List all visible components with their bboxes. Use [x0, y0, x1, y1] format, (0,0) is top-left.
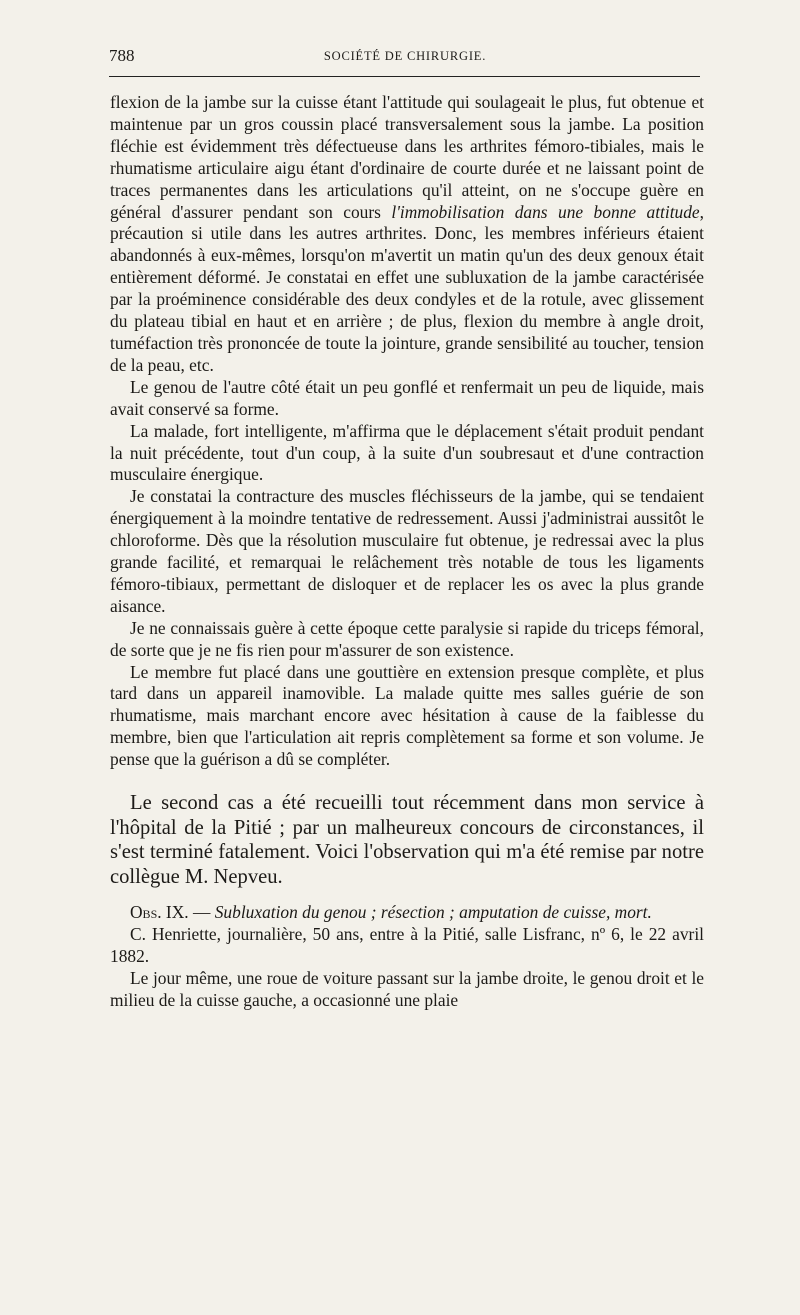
page-header — [109, 46, 701, 68]
observation-label: Obs. IX. — [130, 902, 189, 923]
paragraph-3: La malade, fort intelligente, m'affirma que le déplacement s'était produit pendant la nuit précédente, tout d'un coup, à la suite d'un soubresaut et d'une contraction musculaire énergique. — [110, 420, 704, 485]
body-text — [110, 92, 704, 1012]
paragraph-1-italic: l'immobilisation dans une bonne attitude — [391, 201, 700, 222]
paragraph-1-tail: , précaution si utile dans les autres arthrites. Donc, les membres inférieurs étaient abandonnés à eux-mêmes, lorsqu'on m'avertit un matin qu'un des deux genoux était entièrement déformé. Je constatai en effet une subluxation de la jambe caractérisée par la proéminence considérable des deux condyles et de la rotule, avec glissement du plateau tibial en haut et en arrière ; de plus, flexion du membre à angle droit, tuméfaction très prononcée de toute la jointure, grande sensibilité au toucher, tension de la peau, etc. — [110, 201, 704, 375]
paragraph-9: Le jour même, une roue de voiture passant sur la jambe droite, le genou droit et le milieu de la cuisse gauche, a occasionné une plaie — [110, 968, 704, 1011]
small-print-section — [110, 92, 704, 771]
header-rule — [109, 76, 700, 77]
paragraph-7: Le second cas a été recueilli tout récemment dans mon service à l'hôpital de la Pitié ; par un malheureux concours de circonstances, il s'est terminé fatalement. Voici l'observation qui m'a été remise par notre collègue M. Nepveu. — [110, 792, 704, 888]
paragraph-8: C. Henriette, journalière, 50 ans, entre à la Pitié, salle Lisfranc, nº 6, le 22 avril 1882. — [110, 924, 704, 967]
running-title: SOCIÉTÉ DE CHIRURGIE. — [323, 49, 487, 63]
paragraph-1-text: flexion de la jambe sur la cuisse étant l'attitude qui soulageait le plus, fut obtenue et maintenue par un gros coussin placé transversalement sous la jambe. La position fléchie est évidemment très défectueuse dans les arthrites fémoro-tibiales, mais le rhumatisme articulaire aigu étant d'ordinaire de courte durée et ne laissant point de traces permanentes dans les articulations qu'il atteint, on ne s'occupe guère en général d'assurer pendant son cours — [110, 92, 704, 222]
paragraph-2: Le genou de l'autre côté était un peu gonflé et renfermait un peu de liquide, mais avait conservé sa forme. — [110, 376, 704, 419]
paragraph-1 — [110, 92, 704, 377]
observation-title: Subluxation du genou ; résection ; amputation de cuisse, mort. — [214, 902, 652, 923]
paragraph-6: Le membre fut placé dans une gouttière en extension presque complète, et plus tard dans un appareil inamovible. La malade quitte mes salles guérie de son rhumatisme, mais marchant encore avec hésitation à cause de la faiblesse du membre, bien que l'articulation ait repris complètement sa forme et son volume. Je pense que la guérison a dû se compléter. — [110, 661, 704, 770]
paragraph-4: Je constatai la contracture des muscles fléchisseurs de la jambe, qui se tendaient énergiquement à la moindre tentative de redressement. Aussi j'administrai aussitôt le chloroforme. Dès que la résolution musculaire fut obtenue, je redressai avec la plus grande facilité, et remarquai le relâchement très notable de tous les ligaments fémoro-tibiaux, permettant de disloquer et de replacer les os avec la plus grande aisance. — [110, 486, 704, 616]
observation-section — [110, 902, 704, 1012]
large-print-section — [110, 791, 704, 889]
observation-heading — [110, 902, 704, 924]
paragraph-5: Je ne connaissais guère à cette époque cette paralysie si rapide du triceps fémoral, de sorte que je ne fis rien pour m'assurer de son existence. — [110, 617, 704, 660]
page-number: 788 — [109, 46, 135, 65]
observation-dash: — — [188, 902, 215, 923]
